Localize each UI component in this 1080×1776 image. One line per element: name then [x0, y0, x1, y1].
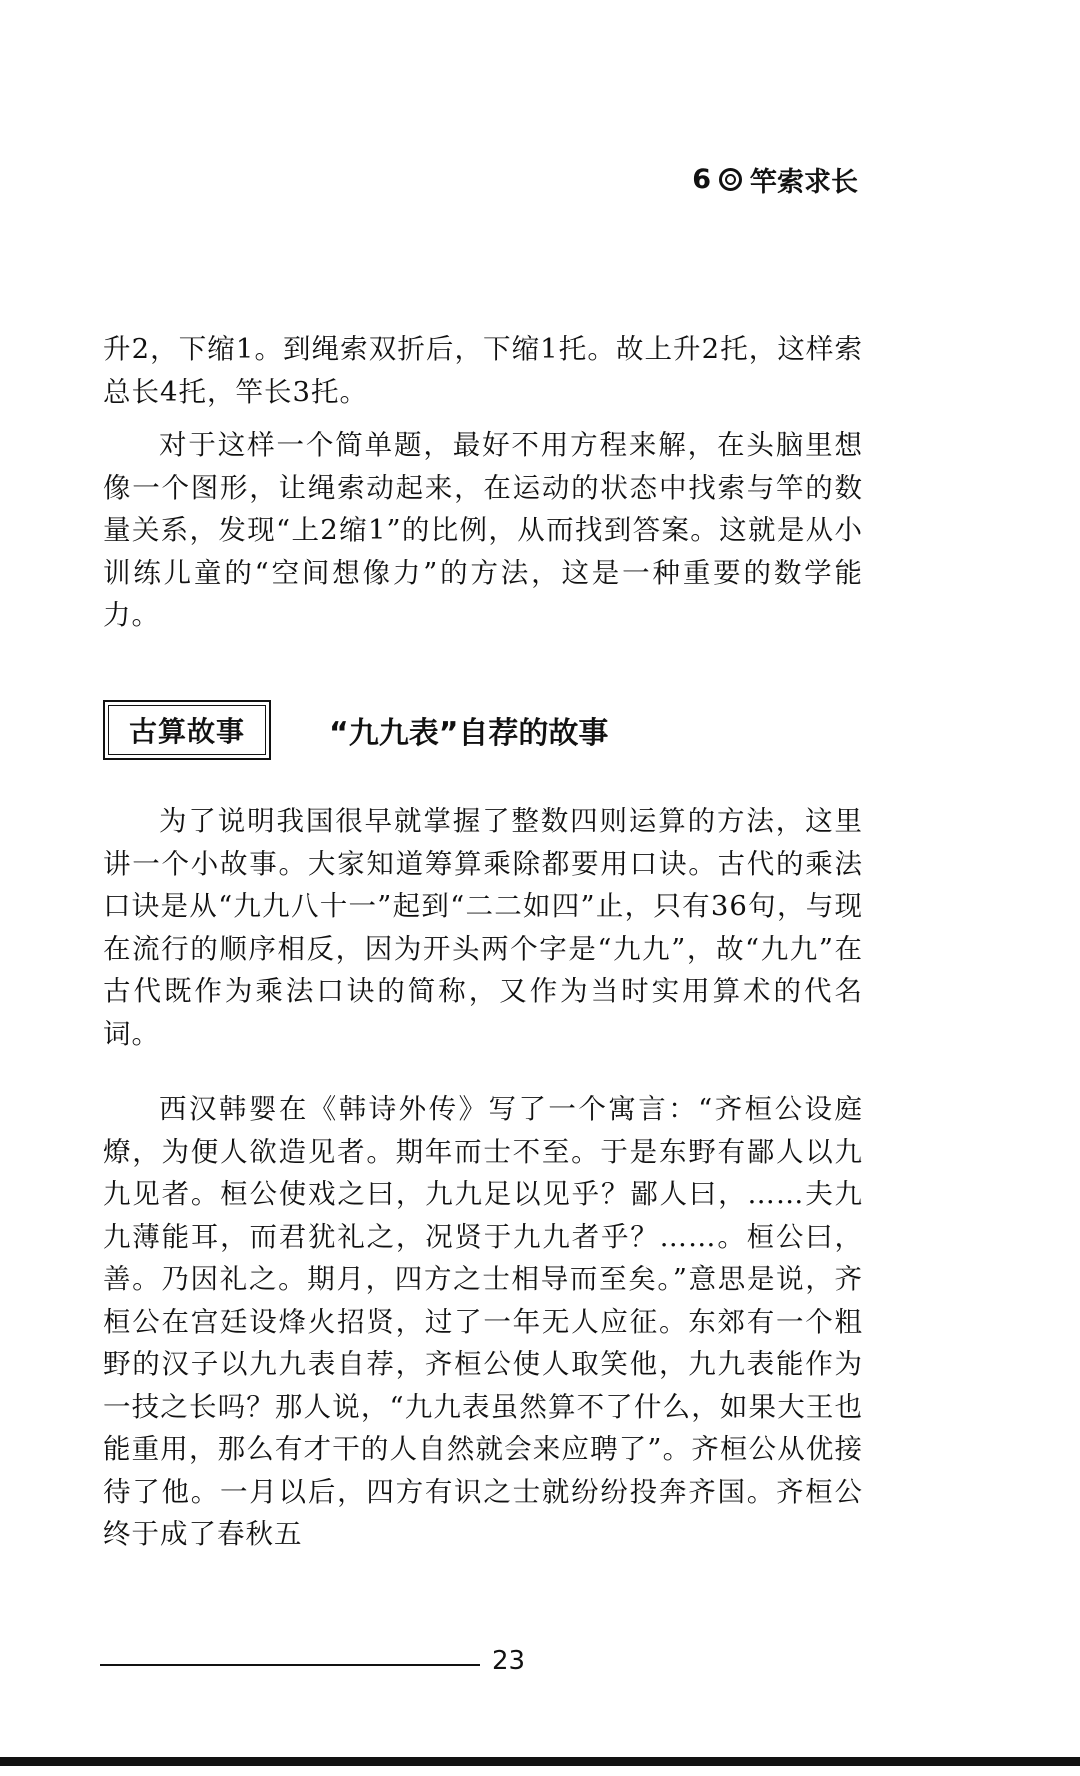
- footer-rule: [100, 1664, 480, 1666]
- double-circle-icon: [719, 168, 742, 191]
- paragraph-multiplication-rhyme: 为了说明我国很早就掌握了整数四则运算的方法，这里讲一个小故事。大家知道筹算乘除都要用口诀。古代的乘法口诀是从“九九八十一”起到“二二如四”止，只有36句，与现在流行的顺序相反，因为开头两个字是“九九”，故“九九”在古代既作为乘法口诀的简称，又作为当时实用算术的代名词。: [103, 805, 863, 1050]
- section-label: 古算故事: [108, 705, 266, 755]
- section-heading: [103, 700, 608, 760]
- section-label-box: [103, 700, 271, 760]
- paragraph-spatial-imagination: 对于这样一个简单题，最好不用方程来解，在头脑里想像一个图形，让绳索动起来，在运动的状态中找索与竿的数量关系，发现“上2缩1”的比例，从而找到答案。这就是从小训练儿童的“空间想像力”的方法，这是一种重要的数学能力。: [103, 429, 863, 631]
- paragraph-continuation: 升2，下缩1。到绳索双折后，下缩1托。故上升2托，这样索总长4托，竿长3托。: [103, 333, 863, 408]
- chapter-title: 竿索求长: [750, 167, 858, 198]
- running-header: [692, 160, 858, 199]
- page-number: 23: [492, 1646, 526, 1676]
- section-title: “九九表”自荐的故事: [329, 716, 609, 751]
- paragraph-han-ying-fable: 西汉韩婴在《韩诗外传》写了一个寓言：“齐桓公设庭燎，为便人欲造见者。期年而士不至。于是东野有鄙人以九九见者。桓公使戏之曰，九九足以见乎？鄙人曰，……夫九九薄能耳，而君犹礼之，况贤于九九者乎？……。桓公曰，善。乃因礼之。期月，四方之士相导而至矣。”意思是说，齐桓公在宫廷设烽火招贤，过了一年无人应征。东郊有一个粗野的汉子以九九表自荐，齐桓公使人取笑他，九九表能作为一技之长吗？那人说，“九九表虽然算不了什么，如果大王也能重用，那么有才干的人自然就会来应聘了”。齐桓公从优接待了他。一月以后，四方有识之士就纷纷投奔齐国。齐桓公终于成了春秋五: [103, 1093, 863, 1550]
- chapter-number: 6: [692, 164, 711, 195]
- scan-edge-bar: [0, 1757, 1080, 1766]
